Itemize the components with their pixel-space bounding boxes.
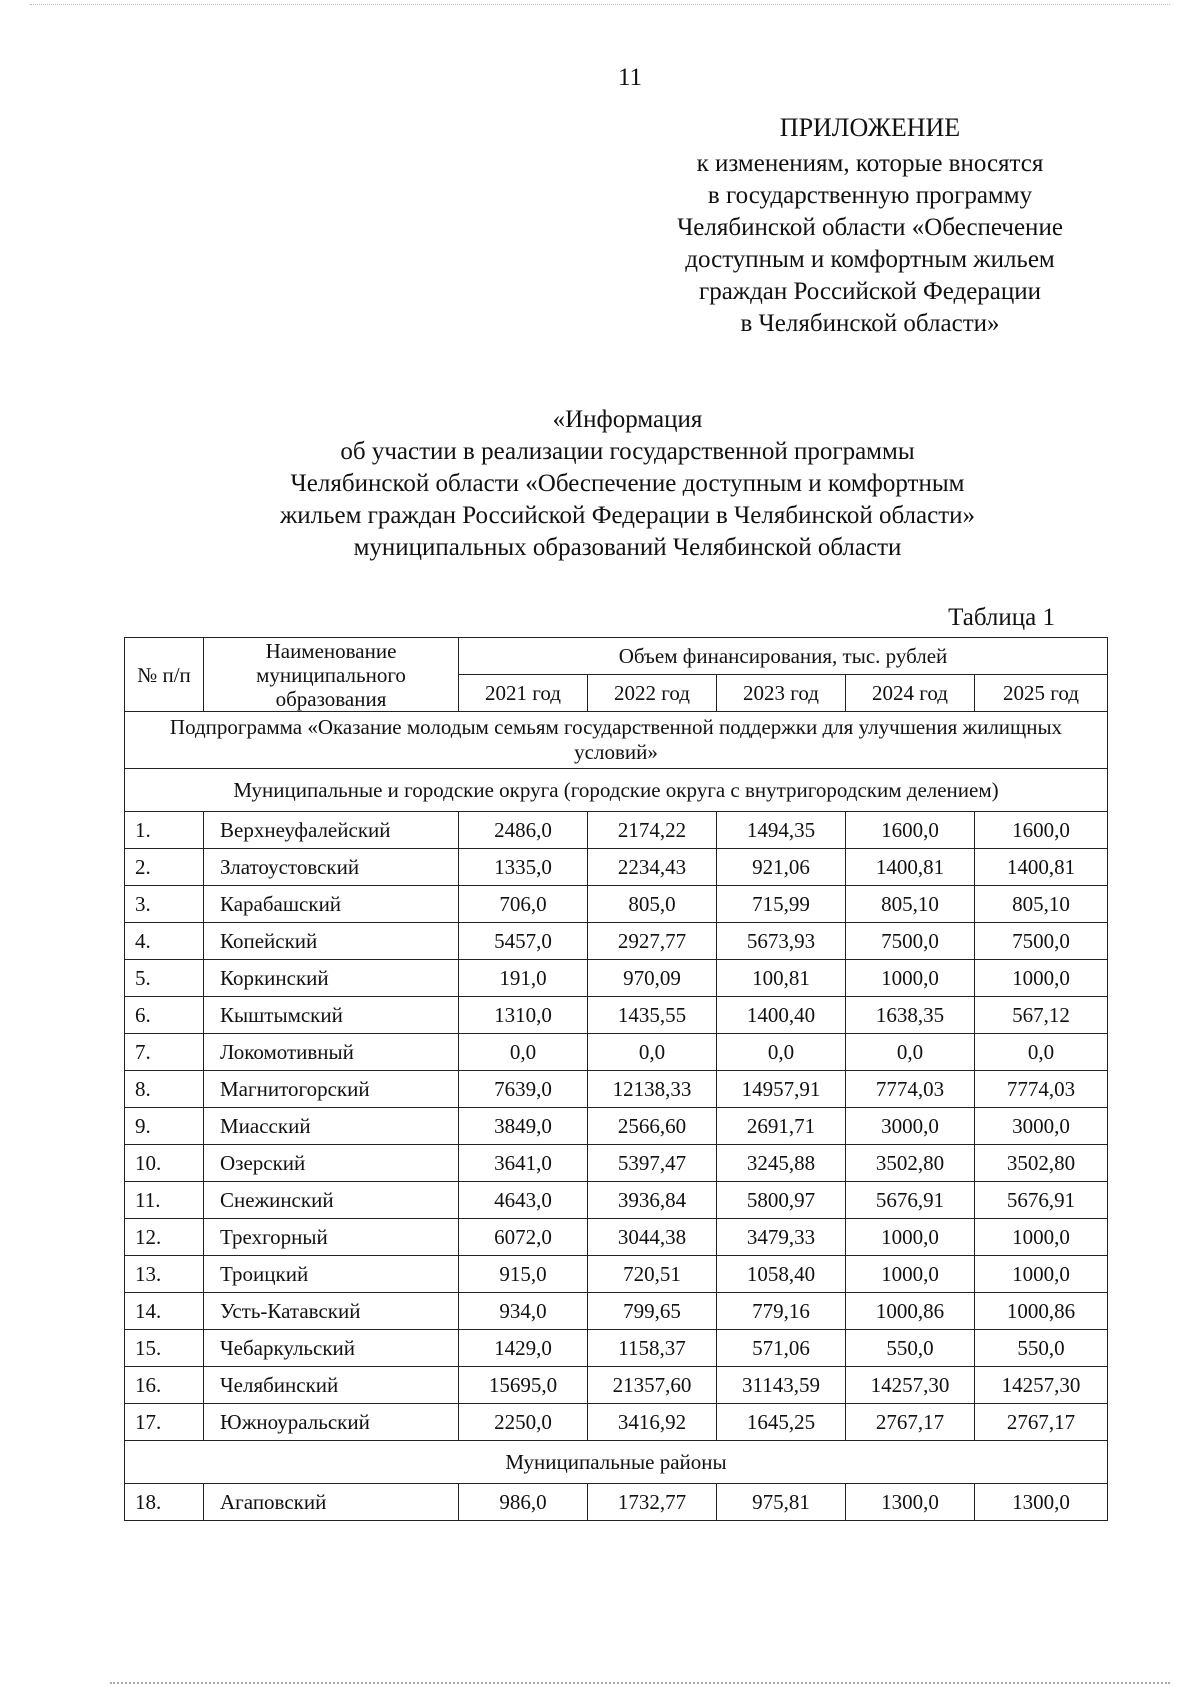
municipality-name: Озерский [204,1145,459,1182]
table-row [125,1330,1108,1367]
funding-value: 7639,0 [459,1071,588,1108]
header-year: 2024 год [846,675,975,712]
table-row [125,849,1108,886]
funding-value: 3245,88 [717,1145,846,1182]
row-number: 6. [125,997,204,1034]
funding-value: 934,0 [459,1293,588,1330]
funding-value: 915,0 [459,1256,588,1293]
header-funding: Объем финансирования, тыс. рублей [459,638,1108,675]
appendix-line: доступным и комфортным жильем [685,246,1055,273]
funding-value: 550,0 [846,1330,975,1367]
funding-value: 1645,25 [717,1404,846,1441]
funding-value: 5676,91 [975,1182,1108,1219]
funding-value: 14957,91 [717,1071,846,1108]
municipality-name: Южноуральский [204,1404,459,1441]
funding-value: 2174,22 [588,812,717,849]
funding-value: 12138,33 [588,1071,717,1108]
funding-value: 3936,84 [588,1182,717,1219]
funding-value: 3641,0 [459,1145,588,1182]
funding-value: 3502,80 [846,1145,975,1182]
funding-value: 0,0 [459,1034,588,1071]
funding-value: 3000,0 [846,1108,975,1145]
funding-value: 7500,0 [846,923,975,960]
row-number: 17. [125,1404,204,1441]
heading-line: «Информация [552,406,703,433]
table-row [125,1256,1108,1293]
funding-value: 2566,60 [588,1108,717,1145]
table-row [125,1071,1108,1108]
funding-value: 5457,0 [459,923,588,960]
funding-value: 2767,17 [846,1404,975,1441]
funding-value: 805,10 [975,886,1108,923]
funding-value: 0,0 [846,1034,975,1071]
funding-value: 1000,86 [975,1293,1108,1330]
row-number: 14. [125,1293,204,1330]
funding-value: 0,0 [588,1034,717,1071]
funding-value: 1310,0 [459,997,588,1034]
row-number: 11. [125,1182,204,1219]
funding-value: 715,99 [717,886,846,923]
municipality-name: Челябинский [204,1367,459,1404]
scan-edge-top [30,4,1170,6]
table-row [125,1293,1108,1330]
table-row [125,1034,1108,1071]
appendix-line: в государственную программу [707,182,1033,209]
funding-value: 779,16 [717,1293,846,1330]
funding-value: 0,0 [717,1034,846,1071]
row-number: 10. [125,1145,204,1182]
page-number: 11 [617,64,643,91]
funding-value: 5673,93 [717,923,846,960]
row-number: 2. [125,849,204,886]
funding-value: 799,65 [588,1293,717,1330]
funding-value: 567,12 [975,997,1108,1034]
funding-value: 21357,60 [588,1367,717,1404]
funding-table [124,637,1108,1521]
funding-value: 5800,97 [717,1182,846,1219]
table-row [125,1404,1108,1441]
funding-value: 1335,0 [459,849,588,886]
funding-value: 0,0 [975,1034,1108,1071]
table-row [125,1219,1108,1256]
row-number: 15. [125,1330,204,1367]
scan-edge-bottom [110,1682,1170,1684]
row-number: 18. [125,1484,204,1521]
funding-value: 921,06 [717,849,846,886]
funding-value: 100,81 [717,960,846,997]
header-year: 2025 год [975,675,1108,712]
municipality-name: Кыштымский [204,997,459,1034]
funding-value: 1600,0 [975,812,1108,849]
funding-value: 7500,0 [975,923,1108,960]
funding-value: 1638,35 [846,997,975,1034]
funding-value: 1000,0 [975,960,1108,997]
municipality-name: Златоустовский [204,849,459,886]
funding-value: 2250,0 [459,1404,588,1441]
municipality-name: Усть-Катавский [204,1293,459,1330]
municipality-name: Магнитогорский [204,1071,459,1108]
table-row [125,1367,1108,1404]
table-label: Таблица 1 [948,604,1055,631]
row-number: 9. [125,1108,204,1145]
header-year: 2021 год [459,675,588,712]
funding-value: 7774,03 [975,1071,1108,1108]
municipality-name: Копейский [204,923,459,960]
header-number: № п/п [125,638,204,712]
appendix-line: к изменениям, которые вносятся [696,150,1044,177]
funding-value: 805,10 [846,886,975,923]
table-row [125,1108,1108,1145]
funding-value: 1000,0 [975,1219,1108,1256]
funding-value: 14257,30 [975,1367,1108,1404]
funding-value: 1000,86 [846,1293,975,1330]
funding-value: 2927,77 [588,923,717,960]
heading-line: муниципальных образований Челябинской области [353,534,902,561]
row-number: 16. [125,1367,204,1404]
document-heading [160,404,1095,564]
funding-value: 1158,37 [588,1330,717,1367]
header-year: 2022 год [588,675,717,712]
funding-value: 3502,80 [975,1145,1108,1182]
municipality-name: Верхнеуфалейский [204,812,459,849]
funding-value: 1732,77 [588,1484,717,1521]
funding-value: 2234,43 [588,849,717,886]
funding-value: 720,51 [588,1256,717,1293]
funding-value: 3416,92 [588,1404,717,1441]
header-year: 2023 год [717,675,846,712]
funding-value: 1000,0 [975,1256,1108,1293]
municipality-name: Троицкий [204,1256,459,1293]
municipality-name: Коркинский [204,960,459,997]
municipality-name: Локомотивный [204,1034,459,1071]
funding-value: 1435,55 [588,997,717,1034]
funding-value: 1400,81 [846,849,975,886]
row-number: 7. [125,1034,204,1071]
heading-line: Челябинской области «Обеспечение доступным и комфортным [290,470,965,497]
table-row [125,1484,1108,1521]
appendix-block [620,112,1120,340]
appendix-line: в Челябинской области» [740,310,1000,337]
funding-value: 1400,40 [717,997,846,1034]
funding-value: 975,81 [717,1484,846,1521]
table-row [125,886,1108,923]
funding-value: 1600,0 [846,812,975,849]
funding-value: 7774,03 [846,1071,975,1108]
table-row [125,1182,1108,1219]
funding-value: 3000,0 [975,1108,1108,1145]
funding-value: 571,06 [717,1330,846,1367]
funding-value: 3044,38 [588,1219,717,1256]
municipality-name: Карабашский [204,886,459,923]
row-number: 1. [125,812,204,849]
funding-value: 1400,81 [975,849,1108,886]
funding-value: 1300,0 [846,1484,975,1521]
subprogram-row: Подпрограмма «Оказание молодым семьям государственной поддержки для улучшения жилищных условий» [125,712,1108,769]
appendix-title: ПРИЛОЖЕНИЕ [779,113,961,142]
funding-value: 1300,0 [975,1484,1108,1521]
appendix-line: Челябинской области «Обеспечение [677,214,1063,241]
table-row [125,960,1108,997]
municipality-name: Миасский [204,1108,459,1145]
funding-value: 1429,0 [459,1330,588,1367]
table-row [125,923,1108,960]
heading-line: жильем граждан Российской Федерации в Челябинской области» [279,502,976,529]
funding-value: 4643,0 [459,1182,588,1219]
header-name: Наименование муниципального образования [204,638,459,712]
funding-value: 1494,35 [717,812,846,849]
municipality-name: Снежинский [204,1182,459,1219]
row-number: 8. [125,1071,204,1108]
heading-line: об участии в реализации государственной программы [340,438,915,465]
funding-value: 191,0 [459,960,588,997]
row-number: 5. [125,960,204,997]
funding-value: 805,0 [588,886,717,923]
funding-value: 2767,17 [975,1404,1108,1441]
funding-value: 15695,0 [459,1367,588,1404]
funding-value: 14257,30 [846,1367,975,1404]
funding-value: 970,09 [588,960,717,997]
municipality-name: Чебаркульский [204,1330,459,1367]
row-number: 3. [125,886,204,923]
funding-value: 5676,91 [846,1182,975,1219]
funding-value: 1000,0 [846,960,975,997]
row-number: 4. [125,923,204,960]
funding-value: 31143,59 [717,1367,846,1404]
funding-value: 2691,71 [717,1108,846,1145]
funding-value: 706,0 [459,886,588,923]
row-number: 13. [125,1256,204,1293]
funding-value: 3479,33 [717,1219,846,1256]
funding-value: 2486,0 [459,812,588,849]
appendix-line: граждан Российской Федерации [698,278,1042,305]
funding-value: 5397,47 [588,1145,717,1182]
funding-value: 6072,0 [459,1219,588,1256]
funding-value: 1000,0 [846,1256,975,1293]
funding-value: 1058,40 [717,1256,846,1293]
funding-value: 3849,0 [459,1108,588,1145]
funding-value: 550,0 [975,1330,1108,1367]
municipality-name: Трехгорный [204,1219,459,1256]
funding-value: 1000,0 [846,1219,975,1256]
group-row: Муниципальные районы [125,1441,1108,1484]
table-row [125,1145,1108,1182]
group-row: Муниципальные и городские округа (городские округа с внутригородским делением) [125,769,1108,812]
table-row [125,997,1108,1034]
funding-value: 986,0 [459,1484,588,1521]
row-number: 12. [125,1219,204,1256]
table-row [125,812,1108,849]
municipality-name: Агаповский [204,1484,459,1521]
